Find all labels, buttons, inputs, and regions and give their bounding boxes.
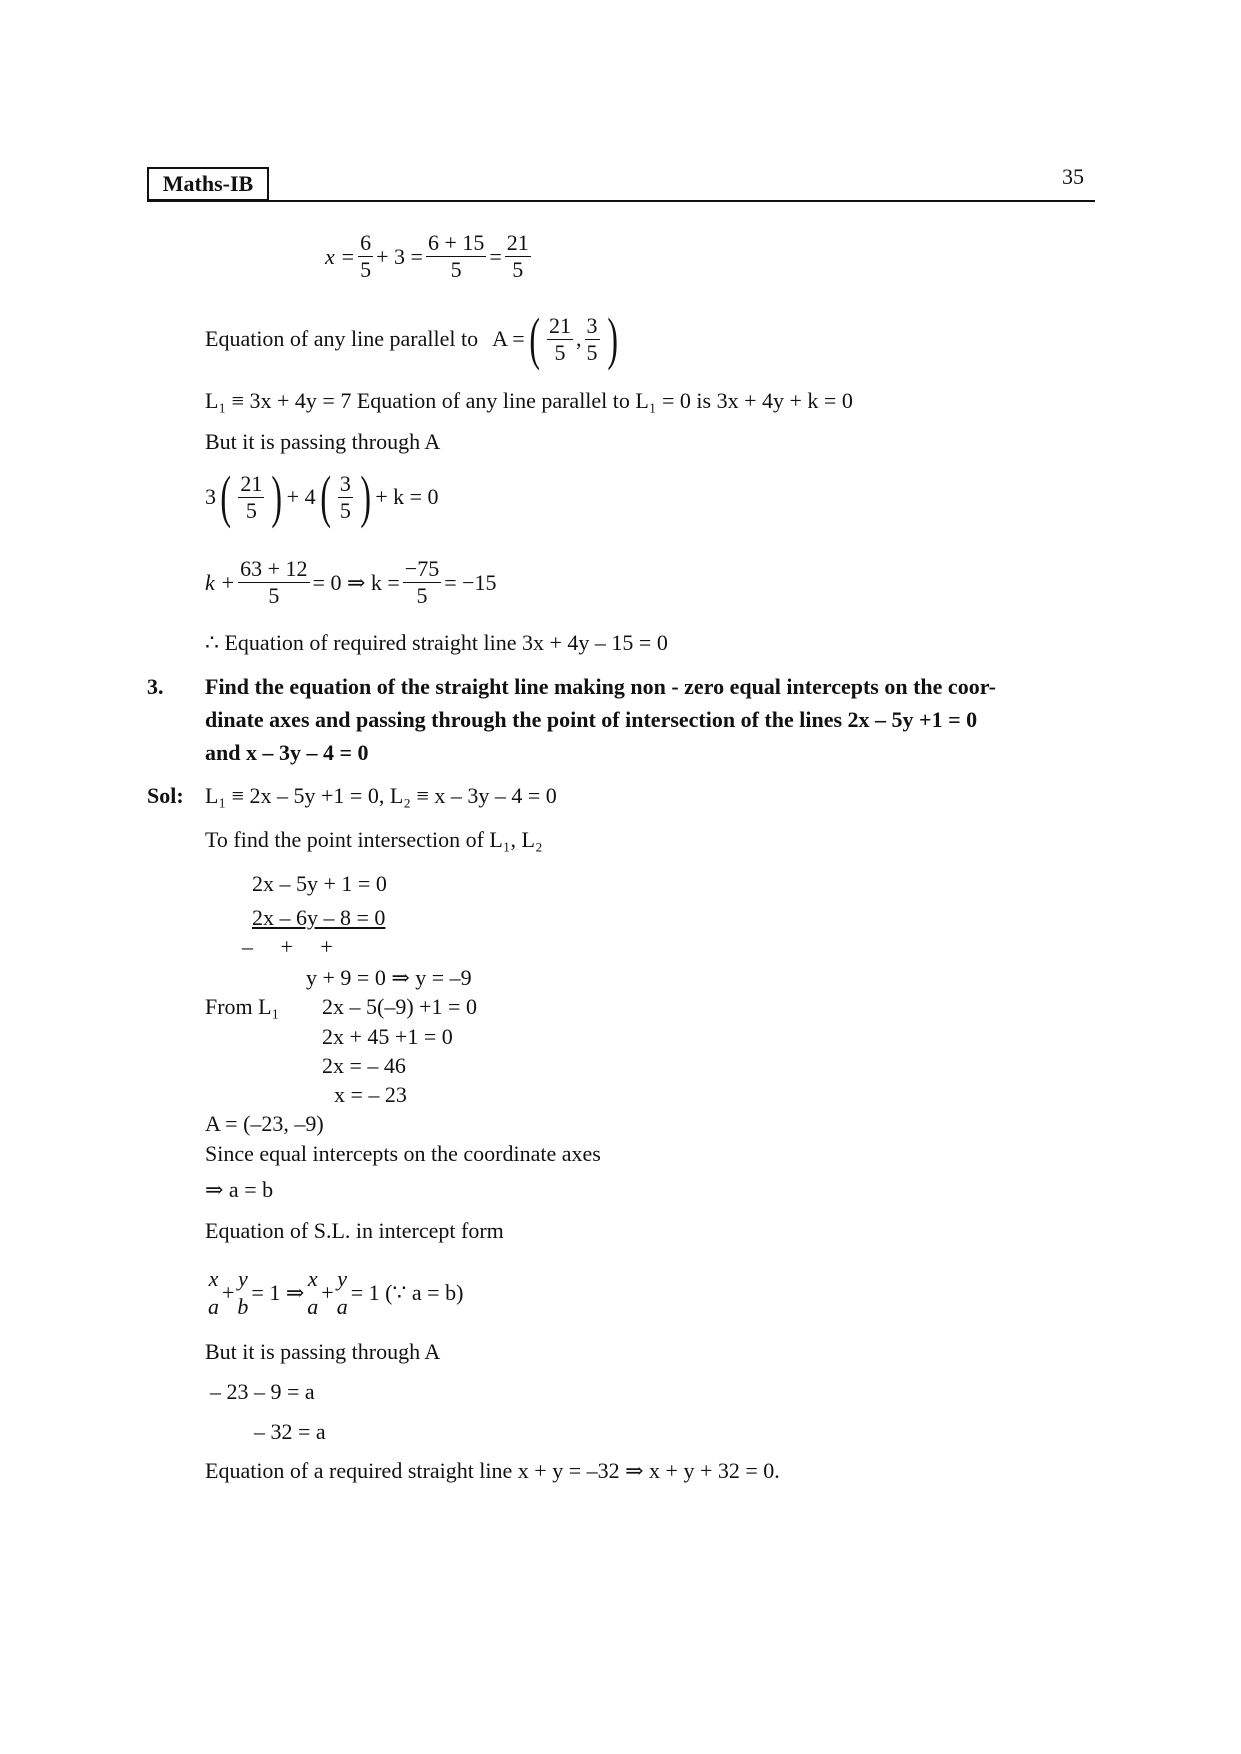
point-a-line bbox=[205, 306, 622, 371]
fraction: x a bbox=[208, 1266, 219, 1319]
fraction: $\frac{6 + 15}{5}$ bbox=[427, 230, 485, 282]
find-intersection: To find the point intersection of L₁, L₂ bbox=[205, 827, 543, 852]
left-paren: ( bbox=[220, 464, 231, 529]
fraction: y a bbox=[336, 1266, 348, 1319]
question-line-1: Find the equation of the straight line making non - zero equal intercepts on the coor- bbox=[205, 674, 996, 699]
intercept-form-equation bbox=[205, 1265, 463, 1321]
equation-x-value bbox=[325, 230, 534, 283]
header-rule bbox=[147, 200, 1095, 202]
fraction: y b bbox=[237, 1266, 249, 1319]
step-2: 2x + 45 +1 = 0 bbox=[322, 1024, 453, 1049]
elimination-result: y + 9 = 0 ⇒ y = –9 bbox=[306, 965, 472, 990]
page-number: 35 bbox=[1062, 164, 1084, 189]
eq-part: k + bbox=[205, 569, 236, 595]
right-paren: ) bbox=[606, 306, 618, 371]
passing-through-a: But it is passing through A bbox=[205, 429, 441, 454]
fraction: $\frac{3}{5}$ bbox=[586, 312, 598, 365]
question-line-3: and x – 3y – 4 = 0 bbox=[205, 740, 369, 765]
eq-part: = −15 bbox=[444, 569, 497, 595]
fraction: $\frac{21}{5}$ bbox=[240, 470, 263, 523]
step-3: 2x = – 46 bbox=[322, 1053, 406, 1078]
lines-definition: L₁ ≡ 2x – 5y +1 = 0, L₂ ≡ x – 3y – 4 = 0 bbox=[205, 783, 557, 808]
fraction: $\frac{3}{5}$ bbox=[339, 470, 351, 523]
solution-label: Sol: bbox=[147, 783, 184, 808]
fraction: $\frac{6}{5}$ bbox=[360, 230, 372, 282]
intercept-form-text: Equation of S.L. in intercept form bbox=[205, 1218, 504, 1243]
section-label: Maths-IB bbox=[147, 167, 269, 201]
eq-part: + 3 = bbox=[376, 243, 423, 269]
step-4: x = – 23 bbox=[334, 1082, 407, 1107]
fraction: $\frac{21}{5}$ bbox=[549, 312, 571, 365]
left-paren: ( bbox=[319, 464, 331, 529]
eq-part: A = bbox=[492, 326, 525, 351]
eq-part: + bbox=[222, 1280, 235, 1305]
eq-part: = 0 ⇒ k = bbox=[312, 569, 400, 595]
fraction: $\frac{63 + 12}{5}$ bbox=[240, 556, 308, 608]
sum-equation: – 23 – 9 = a bbox=[210, 1379, 315, 1404]
elimination-signs: – + + bbox=[242, 934, 333, 959]
eq-part: = bbox=[489, 243, 502, 269]
a-equals-b: ⇒ a = b bbox=[205, 1177, 274, 1202]
eq-part: + 4 bbox=[286, 484, 316, 509]
elimination-eq-1: 2x – 5y + 1 = 0 bbox=[252, 871, 387, 896]
conclusion-line: ∴ Equation of required straight line 3x + 4y – 15 = 0 bbox=[205, 630, 668, 655]
final-equation: Equation of a required straight line x + y = –32 ⇒ x + y + 32 = 0. bbox=[205, 1458, 780, 1483]
a-value: – 32 = a bbox=[254, 1419, 326, 1444]
equal-intercepts-text: Since equal intercepts on the coordinate axes bbox=[205, 1141, 601, 1166]
point-a-value: A = (–23, –9) bbox=[205, 1111, 324, 1136]
eq-part: = 1 ⇒ bbox=[251, 1280, 305, 1305]
eq-lhs: x = bbox=[325, 243, 356, 269]
k-equation bbox=[205, 556, 497, 609]
eq-part: + bbox=[321, 1280, 334, 1305]
from-l1-label: From L₁ bbox=[205, 994, 280, 1019]
fraction: $\frac{21}{5}$ bbox=[506, 230, 529, 282]
question-line-2: dinate axes and passing through the point of intersection of the lines 2x – 5y +1 = 0 bbox=[205, 707, 978, 732]
l1-parallel-line: L₁ ≡ 3x + 4y = 7 Equation of any line parallel to L₁ = 0 is 3x + 4y + k = 0 bbox=[205, 388, 853, 413]
left-paren: ( bbox=[529, 306, 540, 371]
question-number: 3. bbox=[147, 674, 164, 699]
text: Equation of any line parallel to bbox=[205, 326, 479, 351]
elimination-eq-2: 2x – 6y – 8 = 0 bbox=[252, 905, 386, 930]
eq-part: , bbox=[576, 326, 582, 351]
right-paren: ) bbox=[271, 464, 283, 529]
eq-part: + k = 0 bbox=[375, 484, 439, 509]
right-paren: ) bbox=[360, 464, 371, 529]
eq-part: = 1 (∵ a = b) bbox=[350, 1280, 464, 1305]
passing-through-a-2: But it is passing through A bbox=[205, 1339, 441, 1364]
fraction: x a bbox=[307, 1266, 319, 1319]
substitution-equation bbox=[205, 464, 439, 529]
fraction: $\frac{-75}{5}$ bbox=[404, 556, 440, 608]
step-1: 2x – 5(–9) +1 = 0 bbox=[322, 994, 477, 1019]
eq-part: 3 bbox=[205, 484, 216, 509]
